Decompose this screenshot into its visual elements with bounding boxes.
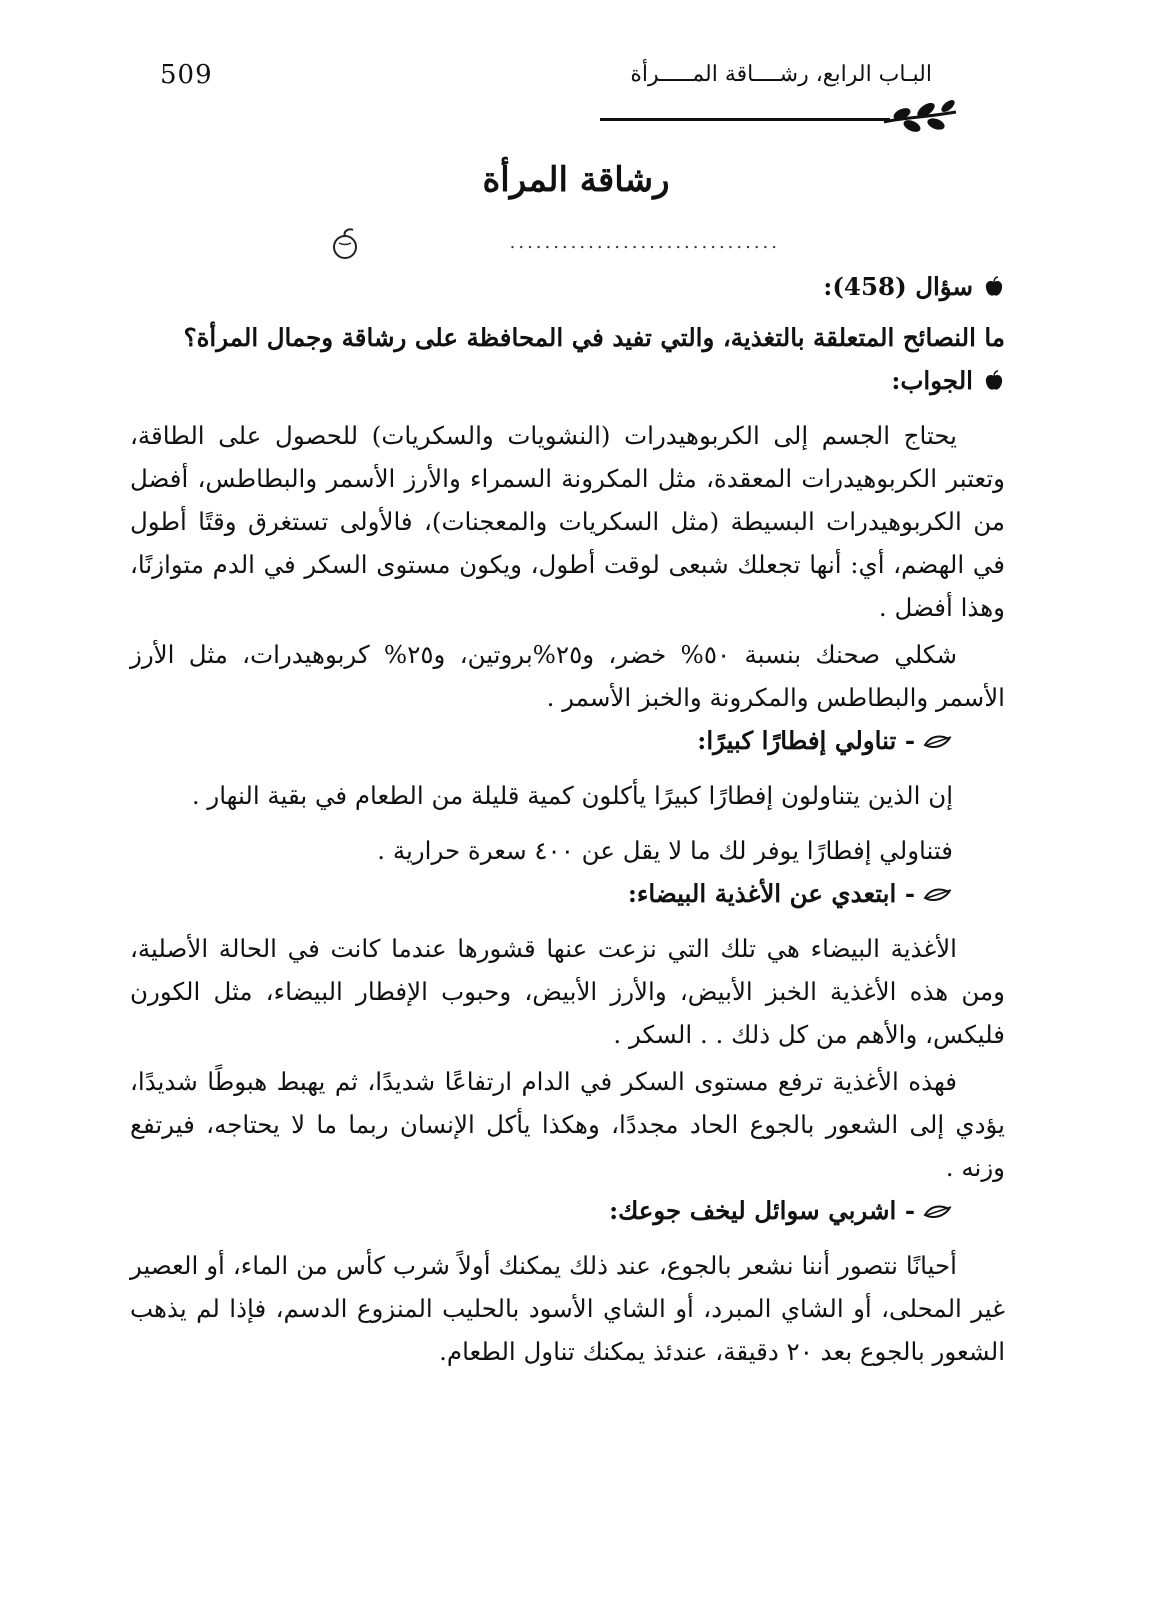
answer-heading <box>130 359 1005 402</box>
question-label: سؤال <box>915 272 973 301</box>
paragraph: إن الذين يتناولون إفطارًا كبيرًا يأكلون كمية قليلة من الطعام في بقية النهار . <box>191 781 953 810</box>
sub-heading: - تناولي إفطارًا كبيرًا: <box>130 719 1005 762</box>
sub-heading: - اشربي سوائل ليخف جوعك: <box>130 1189 1005 1232</box>
paragraph: شكلي صحنك بنسبة ٥٠% خضر، و٢٥%بروتين، و٢٥% كربوهيدرات، مثل الأرز الأسمر والبطاطس والمكرونة والخبز الأسمر . <box>130 640 1005 712</box>
page-number: 509 <box>160 60 213 90</box>
leaf-bullet-icon <box>923 884 953 906</box>
running-header: البـاب الرابع، رشــــاقة المـــــرأة <box>630 62 932 87</box>
leaf-branch-icon <box>880 96 960 140</box>
paragraph: فهذه الأغذية ترفع مستوى السكر في الدام ارتفاعًا شديدًا، ثم يهبط هبوطًا شديدًا، يؤدي إلى الشعور بالجوع الحاد مجددًا، وهكذا يأكل الإنسان ربما ما لا يحتاجه، فيرتفع وزنه . <box>130 1067 1005 1182</box>
fruit-ornament-icon <box>325 225 365 265</box>
paragraph: أحيانًا نتصور أننا نشعر بالجوع، عند ذلك يمكنك أولاً شرب كأس من الماء، أو العصير غير المحلى، أو الشاي المبرد، أو الشاي الأسود بالحليب المنزوع الدسم، فإذا لم يذهب الشعور بالجوع بعد ٢٠ دقيقة، عندئذ يمكنك تناول الطعام. <box>130 1251 1005 1366</box>
leaf-bullet-icon <box>923 1201 953 1223</box>
leaf-bullet-icon <box>923 731 953 753</box>
chapter-title: رشاقة المرأة <box>482 160 670 200</box>
page-content <box>130 265 1005 1373</box>
question-number: (458): <box>823 272 907 301</box>
apple-bullet-icon <box>983 370 1005 392</box>
title-dotted-rule: ............................... <box>509 232 780 253</box>
answer-label: الجواب: <box>891 366 973 395</box>
paragraph: يحتاج الجسم إلى الكربوهيدرات (النشويات والسكريات) للحصول على الطاقة، وتعتبر الكربوهيدرات المعقدة، مثل المكرونة السمراء والأرز الأسمر والبطاطس، أفضل من الكربوهيدرات البسيطة (مثل السكريات والمعجنات)، فالأولى تستغرق وقتًا أطول في الهضم، أي: أنها تجعلك شبعى لوقت أطول، ويكون مستوى السكر في الدم متوازنًا، وهذا أفضل . <box>130 421 1005 622</box>
header-rule <box>600 118 890 121</box>
question-heading <box>130 265 1005 308</box>
paragraph: فتناولي إفطارًا يوفر لك ما لا يقل عن ٤٠٠ سعرة حرارية . <box>377 836 953 865</box>
paragraph: الأغذية البيضاء هي تلك التي نزعت عنها قشورها عندما كانت في الحالة الأصلية، ومن هذه الأغذية الخبز الأبيض، والأرز الأبيض، وحبوب الإفطار البيضاء، مثل الكورن فليكس، والأهم من كل ذلك . . السكر . <box>130 934 1005 1049</box>
apple-bullet-icon <box>983 276 1005 298</box>
question-text: ما النصائح المتعلقة بالتغذية، والتي تفيد في المحافظة على رشاقة وجمال المرأة؟ <box>183 323 1005 352</box>
sub-heading: - ابتعدي عن الأغذية البيضاء: <box>130 872 1005 915</box>
